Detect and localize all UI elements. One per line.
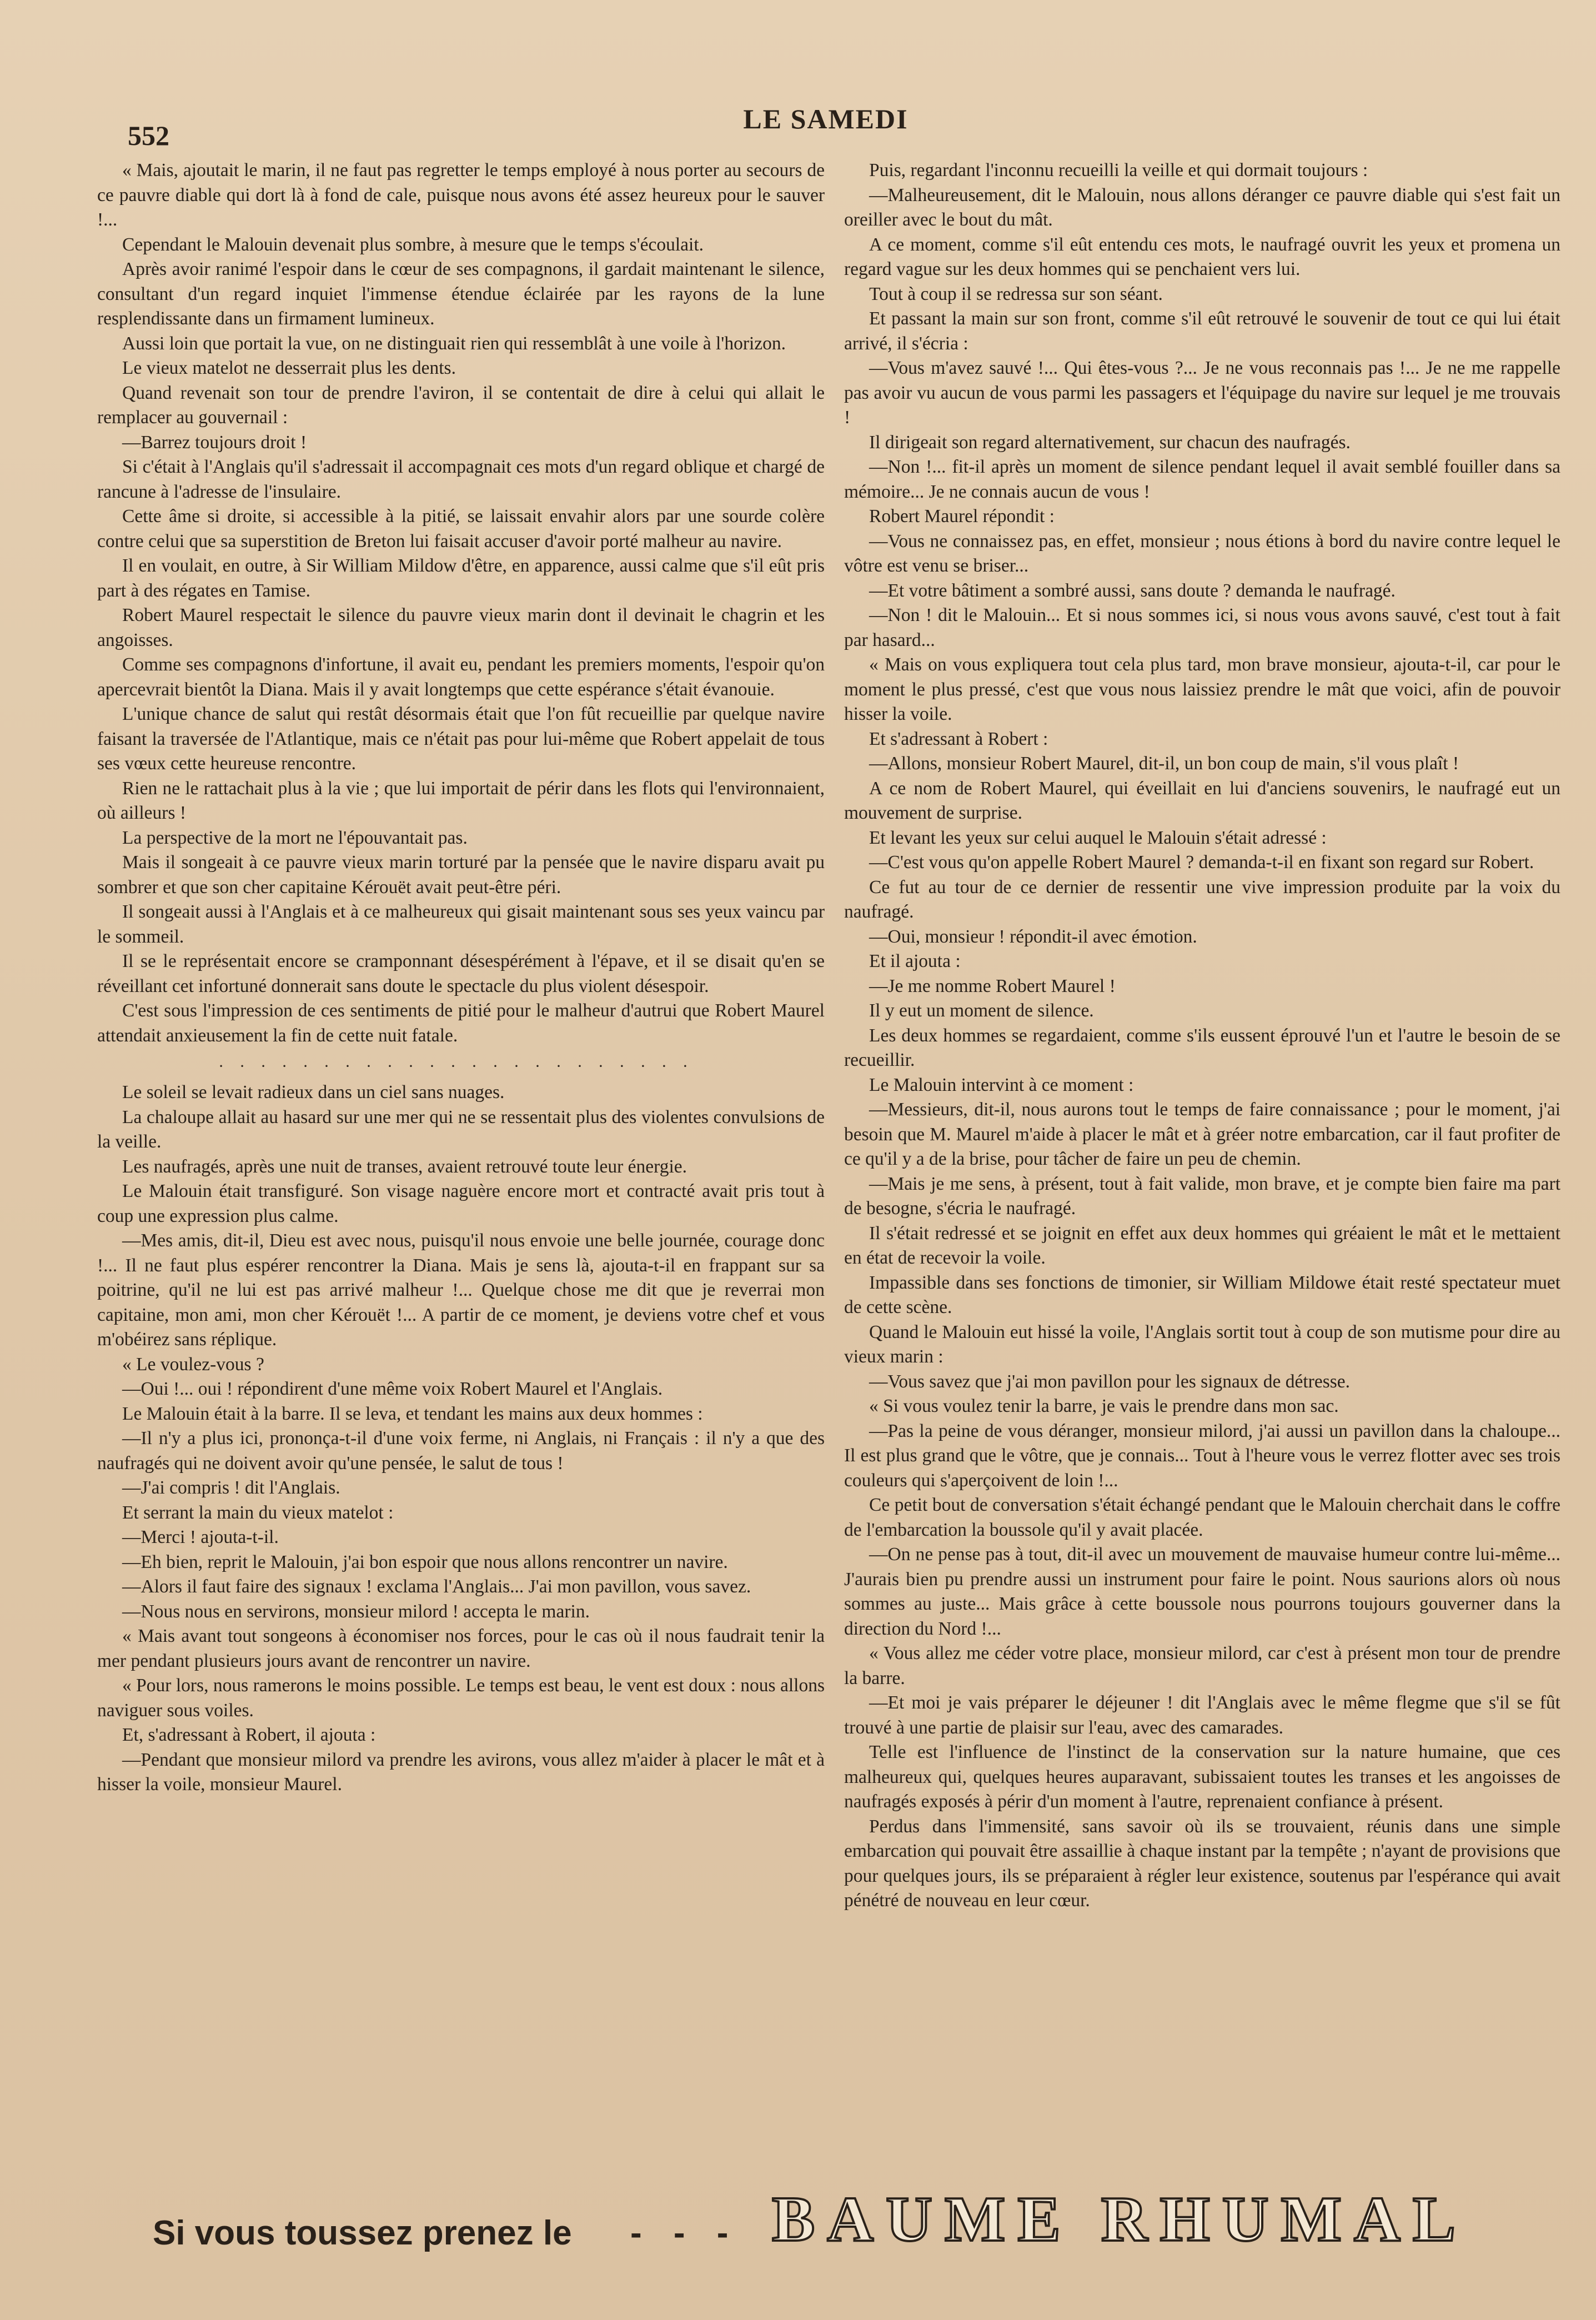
paragraph: —Merci ! ajouta-t-il. xyxy=(122,1527,279,1547)
paragraph: « Pour lors, nous ramerons le moins possible. Le temps est beau, le vent est doux : nous allons naviguer sous voiles. xyxy=(97,1675,825,1721)
paragraph: Robert Maurel respectait le silence du pauvre vieux marin dont il devinait le chagrin et les angoisses. xyxy=(97,605,825,650)
paragraph: Et s'adressant à Robert : xyxy=(869,728,1048,749)
paragraph: A ce moment, comme s'il eût entendu ces mots, le naufragé ouvrit les yeux et promena un regard vague sur les deux hommes qui se penchaient vers lui. xyxy=(844,234,1560,279)
page-header xyxy=(128,97,1524,151)
paragraph: Il y eut un moment de silence. xyxy=(869,1000,1094,1021)
left-column xyxy=(97,158,825,2186)
advertisement xyxy=(97,2183,1574,2272)
paragraph: —Alors il faut faire des signaux ! exclama l'Anglais... J'ai mon pavillon, vous savez. xyxy=(122,1576,751,1597)
paragraph: —Pendant que monsieur milord va prendre les avirons, vous allez m'aider à placer le mât et à hisser la voile, monsieur Maurel. xyxy=(97,1749,825,1795)
paragraph: L'unique chance de salut qui restât désormais était que l'on fût recueillie par quelque navire faisant la traversée de l'Atlantique, mais ce n'était pas pour lui-même que Robert appelait de tous ses vœux cette heureuse rencontre. xyxy=(97,704,825,774)
paragraph: Les naufragés, après une nuit de transes, avaient retrouvé toute leur énergie. xyxy=(122,1156,687,1177)
paragraph: Il dirigeait son regard alternativement, sur chacun des naufragés. xyxy=(869,432,1351,453)
advertisement-brand: BAUME RHUMAL xyxy=(772,2184,1468,2255)
paragraph: Après avoir ranimé l'espoir dans le cœur de ses compagnons, il gardait maintenant le silence, consultant d'un regard inquiet l'immense étendue éclairée par les rayons de la lune resplendissante dans un firmament lumineux. xyxy=(97,259,825,329)
paragraph: Perdus dans l'immensité, sans savoir où ils se trouvaient, réunis dans une simple embarcation qui pouvait être assaillie à chaque instant par la tempête ; n'ayant de provisions que pour quelques jours, ils se préparaient à régler leur existence, soutenus par l'espérance qui avait pénétré de nouveau en leur cœur. xyxy=(844,1816,1560,1911)
paragraph: Comme ses compagnons d'infortune, il avait eu, pendant les premiers moments, l'espoir qu'on apercevrait bientôt la Diana. Mais il y avait longtemps que cette espérance s'était évanouie. xyxy=(97,654,825,700)
paragraph: A ce nom de Robert Maurel, qui éveillait en lui d'anciens souvenirs, le naufragé eut un mouvement de surprise. xyxy=(844,778,1560,823)
paragraph: —Eh bien, reprit le Malouin, j'ai bon espoir que nous allons rencontrer un navire. xyxy=(122,1551,728,1572)
paragraph: Les deux hommes se regardaient, comme s'ils eussent éprouvé l'un et l'autre le besoin de se recueillir. xyxy=(844,1025,1560,1070)
paragraph: La perspective de la mort ne l'épouvantait pas. xyxy=(122,827,468,848)
paragraph: Aussi loin que portait la vue, on ne distinguait rien qui ressemblât à une voile à l'horizon. xyxy=(122,333,786,354)
paragraph: Mais il songeait à ce pauvre vieux marin torturé par la pensée que le navire disparu avait pu sombrer et que son cher capitaine Kérouët avait peut-être péri. xyxy=(97,852,825,898)
paragraph: Robert Maurel répondit : xyxy=(869,506,1055,527)
paragraph: C'est sous l'impression de ces sentiments de pitié pour le malheur d'autrui que Robert Maurel attendait anxieusement la fin de cette nuit fatale. xyxy=(97,1000,825,1046)
paragraph: Le Malouin était transfiguré. Son visage naguère encore mort et contracté avait pris tout à coup une expression plus calme. xyxy=(97,1181,825,1226)
paragraph: « Si vous voulez tenir la barre, je vais le prendre dans mon sac. xyxy=(869,1396,1339,1416)
paragraph: Il en voulait, en outre, à Sir William Mildow d'être, en apparence, aussi calme que s'il eût pris part à des régates en Tamise. xyxy=(97,555,825,601)
paragraph: Cette âme si droite, si accessible à la pitié, se laissait envahir alors par une sourde colère contre celui que sa superstition de Breton lui faisait accuser d'avoir porté malheur au navire. xyxy=(97,506,825,552)
advertisement-dashes: - - - xyxy=(630,2214,740,2252)
paragraph: Il s'était redressé et se joignit en effet aux deux hommes qui gréaient le mât et le mettaient en état de recevoir la voile. xyxy=(844,1222,1560,1268)
paragraph: Et serrant la main du vieux matelot : xyxy=(122,1502,394,1523)
paragraph: —Mes amis, dit-il, Dieu est avec nous, puisqu'il nous envoie une belle journée, courage donc !... Il ne faut plus espérer rencontrer la Diana. Mais je sens là, ajouta-t-il en frappant sur sa poitrine, qu'il ne lui est pas arrivé malheur !... Quelque chose me dit que je reverrai mon capitaine, mon ami, mon cher Kérouët !... A partir de ce moment, je deviens votre chef et vous m'obéirez sans réplique. xyxy=(97,1230,825,1350)
paragraph: —Non ! dit le Malouin... Et si nous sommes ici, si nous vous avons sauvé, c'est tout à fait par hasard... xyxy=(844,605,1560,650)
paragraph: Si c'était à l'Anglais qu'il s'adressait il accompagnait ces mots d'un regard oblique et chargé de rancune à l'adresse de l'insulaire. xyxy=(97,457,825,502)
paragraph: Quand revenait son tour de prendre l'aviron, il se contentait de dire à celui qui allait le remplacer au gouvernail : xyxy=(97,382,825,428)
paragraph: Et levant les yeux sur celui auquel le Malouin s'était adressé : xyxy=(869,827,1327,848)
paragraph: —Oui !... oui ! répondirent d'une même voix Robert Maurel et l'Anglais. xyxy=(122,1379,663,1399)
paragraph: —Malheureusement, dit le Malouin, nous allons déranger ce pauvre diable qui s'est fait un oreiller avec le bout du mât. xyxy=(844,184,1560,230)
paragraph: Il songeait aussi à l'Anglais et à ce malheureux qui gisait maintenant sous ses yeux vaincu par le sommeil. xyxy=(97,901,825,947)
paragraph: —Et votre bâtiment a sombré aussi, sans doute ? demanda le naufragé. xyxy=(869,580,1396,601)
paragraph: Impassible dans ses fonctions de timonier, sir William Mildowe était resté spectateur muet de cette scène. xyxy=(844,1272,1560,1317)
paragraph: —On ne pense pas à tout, dit-il avec un mouvement de mauvaise humeur contre lui-même... J'aurais bien pu prendre aussi un instrument pour faire le point. Nous saurions alors où nous sommes au juste... Mais grâce à cette boussole nous pourrons toujours gouverner dans la direction du Nord !... xyxy=(844,1544,1560,1639)
paragraph: —Vous ne connaissez pas, en effet, monsieur ; nous étions à bord du navire contre lequel le vôtre est venu se briser... xyxy=(844,530,1560,576)
paragraph: Il se le représentait encore se cramponnant désespérément à l'épave, et il se disait qu'en se réveillant cet infortuné donnerait sans doute le spectacle du plus violent désespoir. xyxy=(97,951,825,996)
paragraph: —Allons, monsieur Robert Maurel, dit-il, un bon coup de main, s'il vous plaît ! xyxy=(869,753,1459,774)
paragraph: Le Malouin était à la barre. Il se leva, et tendant les mains aux deux hommes : xyxy=(122,1403,703,1424)
paragraph: —Pas la peine de vous déranger, monsieur milord, j'ai aussi un pavillon dans la chaloupe... Il est plus grand que le vôtre, que je connais... Tout à l'heure vous le verrez flotter avec ses trois couleurs qui s'aperçoivent de loin !... xyxy=(844,1420,1560,1491)
paragraph: Tout à coup il se redressa sur son séant. xyxy=(869,283,1163,304)
paragraph: Et il ajouta : xyxy=(869,951,961,971)
paragraph: Le Malouin intervint à ce moment : xyxy=(869,1074,1134,1095)
paragraph: Ce petit bout de conversation s'était échangé pendant que le Malouin cherchait dans le coffre de l'embarcation la boussole qu'il y avait placée. xyxy=(844,1495,1560,1540)
paragraph: Puis, regardant l'inconnu recueilli la veille et qui dormait toujours : xyxy=(869,160,1368,181)
paragraph: —Messieurs, dit-il, nous aurons tout le temps de faire connaissance ; pour le moment, j'ai besoin que M. Maurel m'aide à placer le mât et à gréer notre embarcation, car il faut profiter de ce qu'il y a de la brise, pour tâcher de faire un peu de chemin. xyxy=(844,1099,1560,1169)
paragraph: —Nous nous en servirons, monsieur milord ! accepta le marin. xyxy=(122,1601,590,1622)
paragraph: Rien ne le rattachait plus à la vie ; que lui importait de périr dans les flots qui l'environnaient, où ailleurs ! xyxy=(97,778,825,823)
paragraph: « Mais avant tout songeons à économiser nos forces, pour le cas où il nous faudrait tenir la mer pendant plusieurs jours avant de rencontrer un navire. xyxy=(97,1626,825,1671)
paragraph: « Mais, ajoutait le marin, il ne faut pas regretter le temps employé à nous porter au secours de ce pauvre diable qui dort là à fond de cale, puisque nous avons été assez heureux pour le sauver !... xyxy=(97,160,825,230)
paragraph: Le vieux matelot ne desserrait plus les dents. xyxy=(122,358,456,378)
page-number: 552 xyxy=(128,120,169,151)
paragraph: —Et moi je vais préparer le déjeuner ! dit l'Anglais avec le même flegme que s'il se fût trouvé à une partie de plaisir sur l'eau, avec des camarades. xyxy=(844,1692,1560,1738)
paragraph: « Le voulez-vous ? xyxy=(122,1354,264,1375)
paragraph: Ce fut au tour de ce dernier de ressentir une vive impression produite par la voix du naufragé. xyxy=(844,876,1560,922)
journal-title: LE SAMEDI xyxy=(743,103,909,134)
paragraph: —Vous m'avez sauvé !... Qui êtes-vous ?... Je ne vous reconnais pas !... Je ne me rappelle pas avoir vu aucun de vous parmi les passagers et l'équipage du navire sur lequel je me trouvais ! xyxy=(844,358,1560,428)
paragraph: Le soleil se levait radieux dans un ciel sans nuages. xyxy=(122,1082,505,1103)
advertisement-text: Si vous toussez prenez le xyxy=(153,2214,572,2252)
paragraph: —Vous savez que j'ai mon pavillon pour les signaux de détresse. xyxy=(869,1371,1351,1392)
paragraph: —Oui, monsieur ! répondit-il avec émotion. xyxy=(869,926,1197,947)
paragraph: Et, s'adressant à Robert, il ajouta : xyxy=(122,1725,376,1745)
paragraph: —Il n'y a plus ici, prononça-t-il d'une voix ferme, ni Anglais, ni Français : il n'y a que des naufragés qui ne doivent avoir qu'une pensée, le salut de tous ! xyxy=(97,1428,825,1474)
paragraph: Cependant le Malouin devenait plus sombre, à mesure que le temps s'écoulait. xyxy=(122,234,704,255)
paragraph: —J'ai compris ! dit l'Anglais. xyxy=(122,1477,340,1498)
paragraph: « Mais on vous expliquera tout cela plus tard, mon brave monsieur, ajouta-t-il, car pour le moment le plus pressé, c'est que vous nous laissiez prendre le mât que voici, afin de pouvoir hisser la voile. xyxy=(844,654,1560,724)
paragraph: La chaloupe allait au hasard sur une mer qui ne se ressentait plus des violentes convulsions de la veille. xyxy=(97,1106,825,1152)
paragraph: —C'est vous qu'on appelle Robert Maurel ? demanda-t-il en fixant son regard sur Robert. xyxy=(869,852,1534,873)
paragraph: Telle est l'influence de l'instinct de la conservation sur la nature humaine, que ces malheureux qui, quelques heures auparavant, subissaient toutes les transes et les angoisses de naufragés exposés à périr d'un moment à l'autre, reprenaient confiance à présent. xyxy=(844,1742,1560,1812)
paragraph: Quand le Malouin eut hissé la voile, l'Anglais sortit tout à coup de son mutisme pour dire au vieux marin : xyxy=(844,1321,1560,1367)
paragraph: « Vous allez me céder votre place, monsieur milord, car c'est à présent mon tour de prendre la barre. xyxy=(844,1643,1560,1688)
right-column xyxy=(844,158,1560,2186)
paragraph: —Mais je me sens, à présent, tout à fait valide, mon brave, et je compte bien faire ma part de besogne, s'écria le naufragé. xyxy=(844,1173,1560,1219)
paragraph: —Non !... fit-il après un moment de silence pendant lequel il avait semblé fouiller dans sa mémoire... Je ne connais aucun de vous ! xyxy=(844,457,1560,502)
paragraph: Et passant la main sur son front, comme s'il eût retrouvé le souvenir de tout ce qui lui était arrivé, il s'écria : xyxy=(844,308,1560,354)
paragraph: —Barrez toujours droit ! xyxy=(122,432,307,453)
paragraph: —Je me nomme Robert Maurel ! xyxy=(869,975,1116,996)
section-separator: ······················· xyxy=(218,1057,704,1075)
